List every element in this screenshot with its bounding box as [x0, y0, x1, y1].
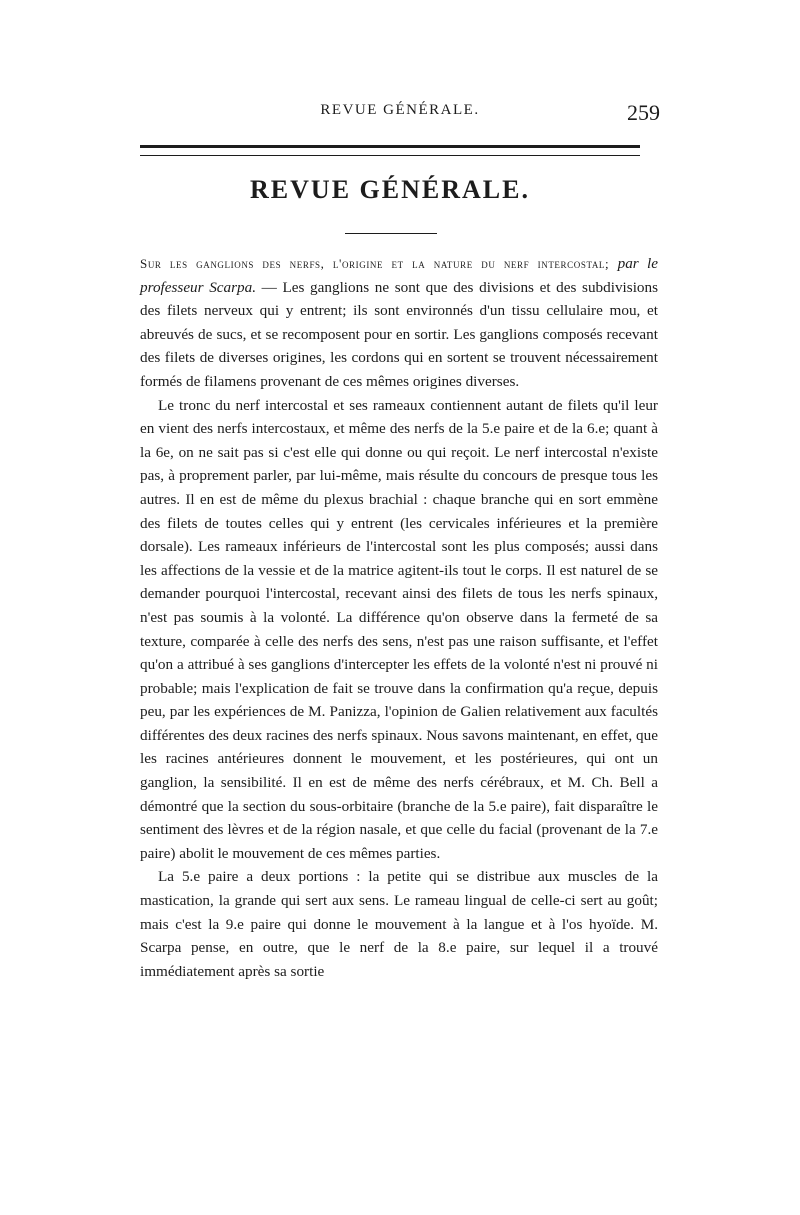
running-head — [140, 100, 660, 125]
page-number: 259 — [627, 100, 660, 125]
section-title: REVUE GÉNÉRALE. — [250, 175, 530, 204]
running-title: REVUE GÉNÉRALE. — [320, 102, 480, 118]
paragraph-3: La 5.e paire a deux portions : la petite qui se distribue aux muscles de la mastication, la grande qui sert aux sens. Le rameau lingual de celle-ci sert au goût; mais c'est la 9.e paire qui donne le mouvement à la langue et à l'os hyoïde. M. Scarpa pense, en outre, que le nerf de la 8.e paire, sur lequel il a trouvé immédiatement après sa sortie — [140, 868, 658, 980]
paragraph-1-text: — Les ganglions ne sont que des divisions et des subdivisions des filets nerveux qui y entrent; ils sont environnés d'un tissu cellulaire mou, et abreuvés de sucs, et se recomposent pour en sortir. Les ganglions composés recevant des filets de diverses origines, les cordons qui en sortent se trouvent nécessairement formés de filamens provenant de ces mêmes origines diverses. — [140, 278, 659, 390]
article-author: par le professeur Scarpa. — [140, 255, 659, 296]
paragraph-1 — [140, 252, 658, 394]
article-heading: Sur les ganglions des nerfs, l'origine et la nature du nerf intercostal; — [140, 256, 610, 271]
article-body — [140, 252, 658, 983]
paragraph-2: Le tronc du nerf intercostal et ses rameaux contiennent autant de filets qu'il leur en vient des nerfs intercostaux, et même des nerfs de la 5.e paire et de la 6.e; quant à la 6e, on ne sait pas si c'est elle qui donne ou qui reçoit. Le nerf intercostal n'existe pas, à proprement parler, par lui-même, mais résulte du concours de presque tous les autres. Il en est de même du plexus brachial : chaque branche qui en sort emmène des filets de toutes celles qui y entrent (les cervicales inférieures et la première dorsale). Les rameaux inférieurs de l'intercostal sont les plus composés; aussi dans les affections de la vessie et de la matrice agitent-ils tout le corps. Il est naturel de se demander pourquoi l'intercostal, recevant ainsi des filets de tous les nerfs spinaux, n'est pas soumis à la volonté. La différence qu'on observe dans la fermeté de sa texture, comparée à celle des nerfs des sens, n'est pas une raison suffisante, et l'effet qu'on a attribué à ses ganglions d'intercepter les effets de la volonté n'est ni prouvé ni probable; mais l'explication de fait se trouve dans la confirmation qu'a reçue, depuis peu, par les expériences de M. Panizza, l'opinion de Galien relativement aux facultés différentes des deux racines des nerfs spinaux. Nous savons maintenant, en effet, que les racines antérieures donnent le mouvement, et les postérieures, qui ont un ganglion, la sensibilité. Il en est de même des nerfs cérébraux, et M. Ch. Bell a démontré que la section du sous-orbitaire (branche de la 5.e paire), fait disparaître le sentiment des lèvres et de la région nasale, et que celle du facial (provenant de la 7.e paire) abolit le mouvement de ces mêmes parties. — [140, 396, 658, 862]
double-rule-divider — [140, 145, 640, 156]
short-rule-divider — [345, 233, 437, 234]
